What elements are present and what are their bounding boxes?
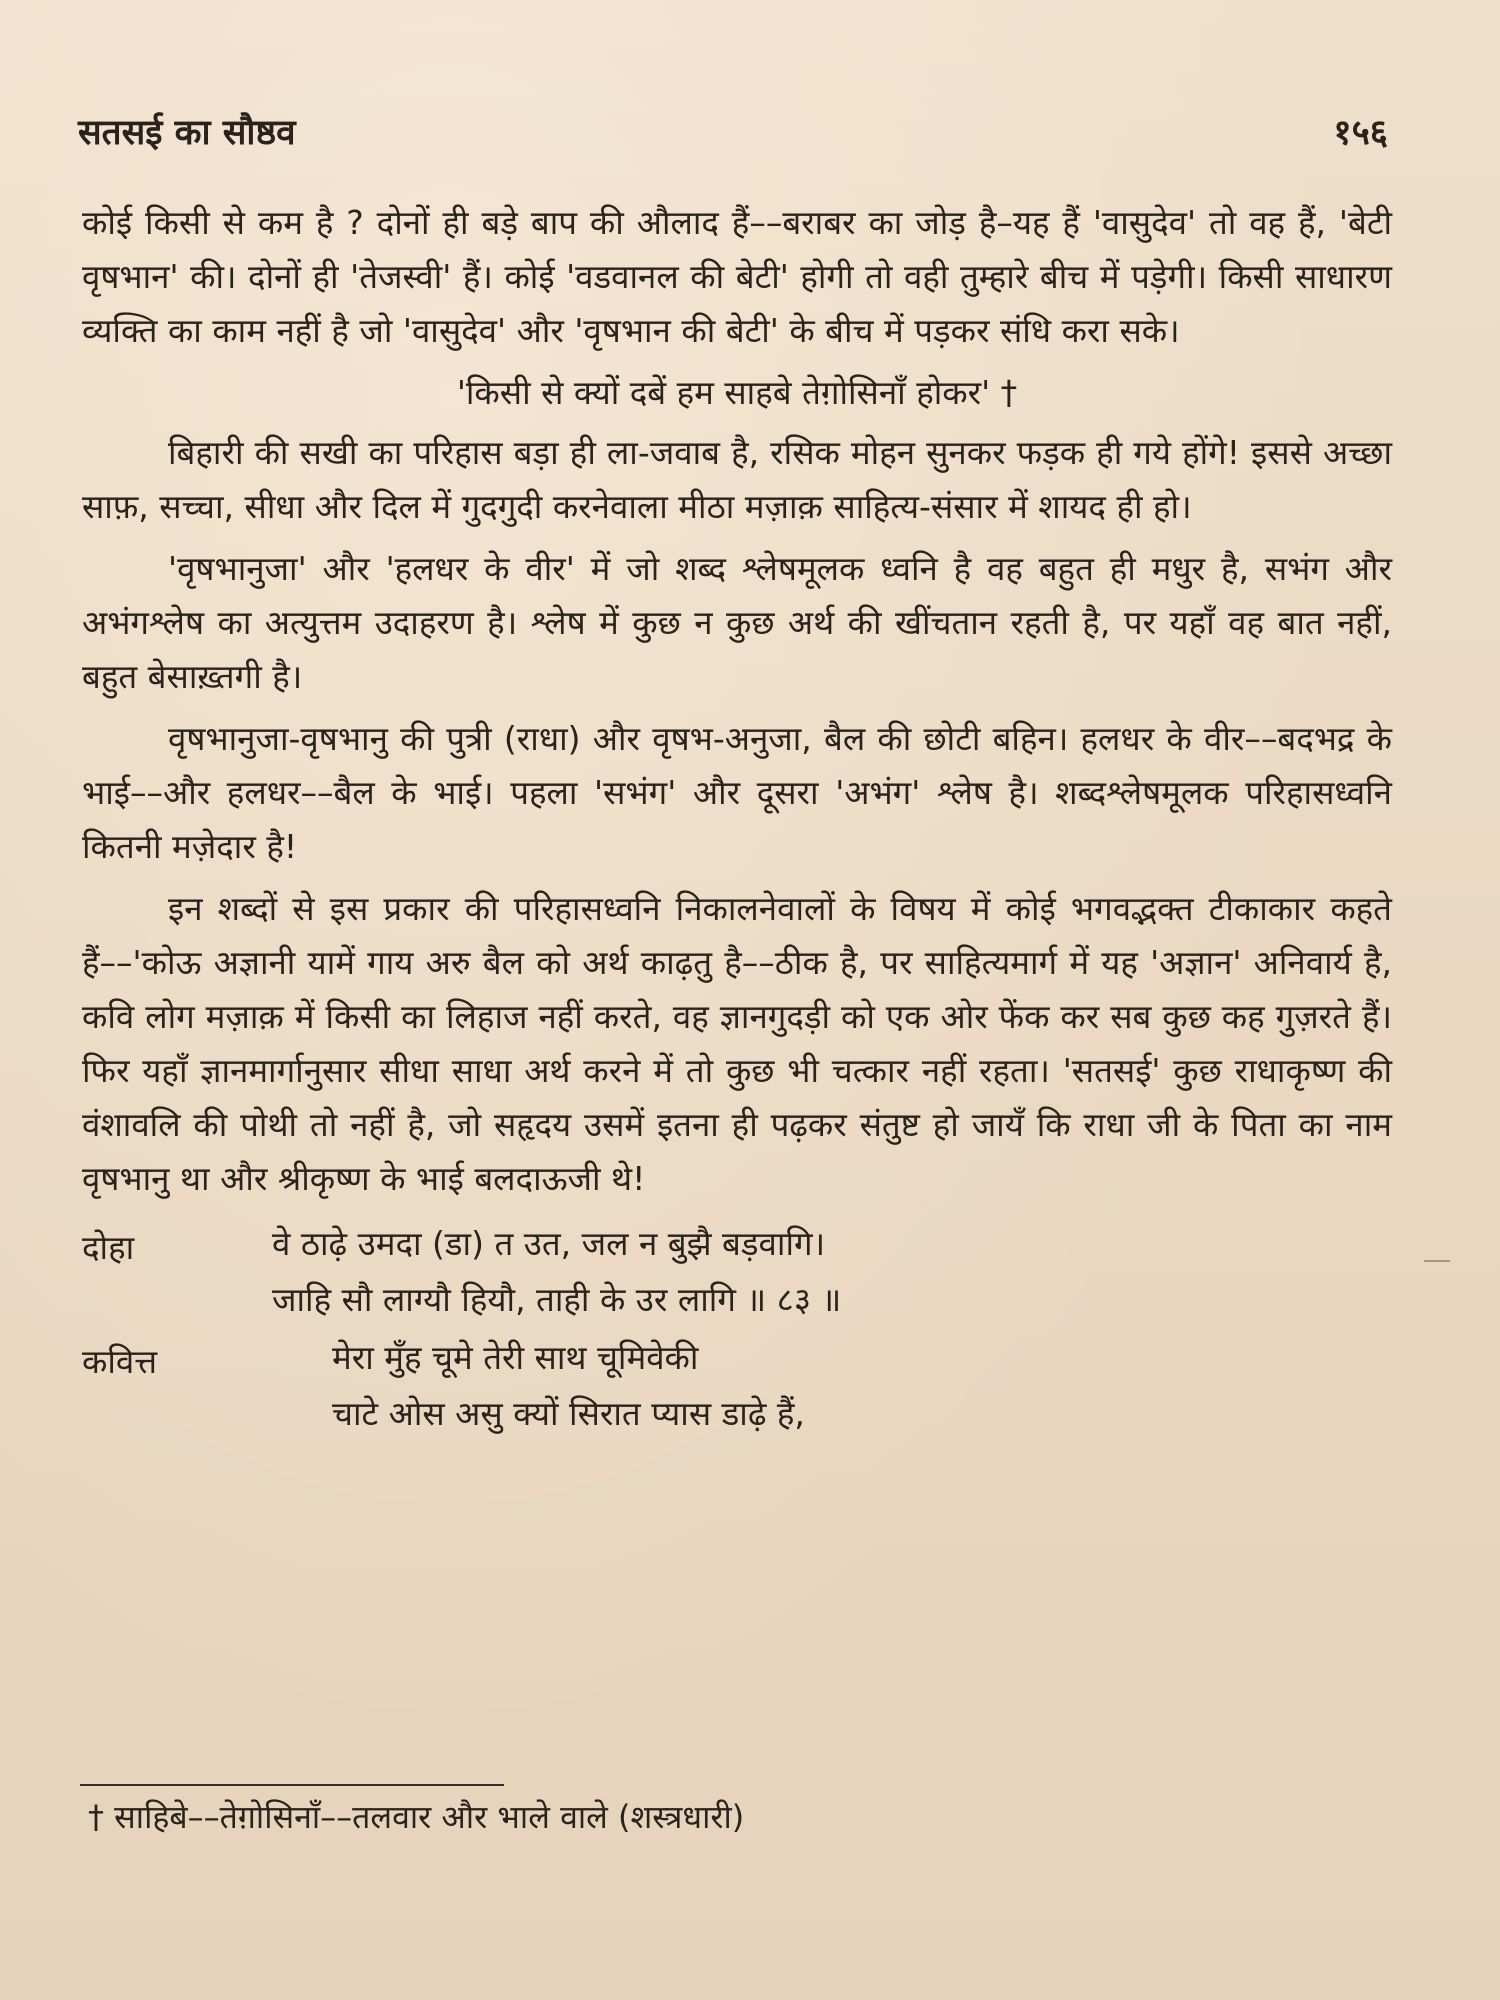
kavitt-line: मेरा मुँह चूमे तेरी साथ चूमिवेकी [332, 1338, 699, 1377]
kavitt-label: कवित्त [82, 1342, 158, 1381]
quoted-verse: 'किसी से क्यों दबें हम साहबे तेग़ोसिनाँ होकर' † [456, 373, 1018, 412]
paragraph: बिहारी की सखी का परिहास बड़ा ही ला-जवाब है, रसिक मोहन सुनकर फड़क ही गये होंगे! इससे अच्छा साफ़, सच्चा, सीधा और दिल में गुदगुदी करनेवाला मीठा मज़ाक़ साहित्य-संसार में शायद ही हो। [82, 433, 1392, 526]
doha-line: वे ठाढ़े उमदा (डा) त उत, जल न बुझै बड़वागि। [272, 1224, 826, 1263]
page-number: १५६ [1333, 113, 1388, 153]
body-text [82, 196, 1392, 1442]
margin-mark [1424, 1260, 1450, 1262]
doha-label: दोहा [82, 1228, 135, 1267]
paragraph: 'वृषभानुजा' और 'हलधर के वीर' में जो शब्द श्लेषमूलक ध्वनि है वह बहुत ही मधुर है, सभंग और अभंगश्लेष का अत्युत्तम उदाहरण है। श्लेष में कुछ न कुछ अर्थ की खींचतान रहती है, पर यहाँ वह बात नहीं, बहुत बेसाख़्तगी है। [82, 549, 1392, 696]
footnote: † साहिबे––तेग़ोसिनाँ––तलवार और भाले वाले (शस्त्रधारी) [88, 1798, 745, 1836]
kavitt-line: चाटे ओस असु क्यों सिरात प्यास डाढ़े हैं, [332, 1394, 805, 1433]
paragraph: इन शब्दों से इस प्रकार की परिहासध्वनि निकालनेवालों के विषय में कोई भगवद्भक्त टीकाकार कहते हैं––'कोऊ अज्ञानी यामें गाय अरु बैल को अर्थ काढ़तु है––ठीक है, पर साहित्यमार्ग में यह 'अज्ञान' अनिवार्य है, कवि लोग मज़ाक़ में किसी का लिहाज नहीं करते, वह ज्ञानगुदड़ी को एक ओर फेंक कर सब कुछ कह गुज़रते हैं। फिर यहाँ ज्ञानमार्गानुसार सीधा साधा अर्थ करने में तो कुछ भी चत्कार नहीं रहता। 'सतसई' कुछ राधाकृष्ण की वंशावलि की पोथी तो नहीं है, जो सहृदय उसमें इतना ही पढ़कर संतुष्ट हो जायँ कि राधा जी के पिता का नाम वृषभानु था और श्रीकृष्ण के भाई बलदाऊजी थे! [82, 889, 1392, 1198]
chapter-title: सतसई का सौष्ठव [78, 113, 296, 153]
paragraph: वृषभानुजा-वृषभानु की पुत्री (राधा) और वृषभ-अनुजा, बैल की छोटी बहिन। हलधर के वीर––बदभद्र के भाई––और हलधर––बैल के भाई। पहला 'सभंग' और दूसरा 'अभंग' श्लेष है। शब्दश्लेषमूलक परिहासध्वनि कितनी मज़ेदार है! [82, 719, 1392, 866]
doha-line: जाहि सौ लाग्यौ हियौ, ताही के उर लागि ॥ ८३ ॥ [272, 1280, 842, 1319]
footnote-rule [80, 1784, 504, 1786]
paragraph: कोई किसी से कम है ? दोनों ही बड़े बाप की औलाद हैं––बराबर का जोड़ है–यह हैं 'वासुदेव' तो वह हैं, 'बेटी वृषभान' की। दोनों ही 'तेजस्वी' हैं। कोई 'वडवानल की बेटी' होगी तो वही तुम्हारे बीच में पड़ेगी। किसी साधारण व्यक्ति का काम नहीं है जो 'वासुदेव' और 'वृषभान की बेटी' के बीच में पड़कर संधि करा सके। [82, 203, 1392, 350]
doha-block [82, 1216, 1392, 1328]
kavitt-block [82, 1330, 1392, 1442]
running-header [78, 108, 1388, 155]
